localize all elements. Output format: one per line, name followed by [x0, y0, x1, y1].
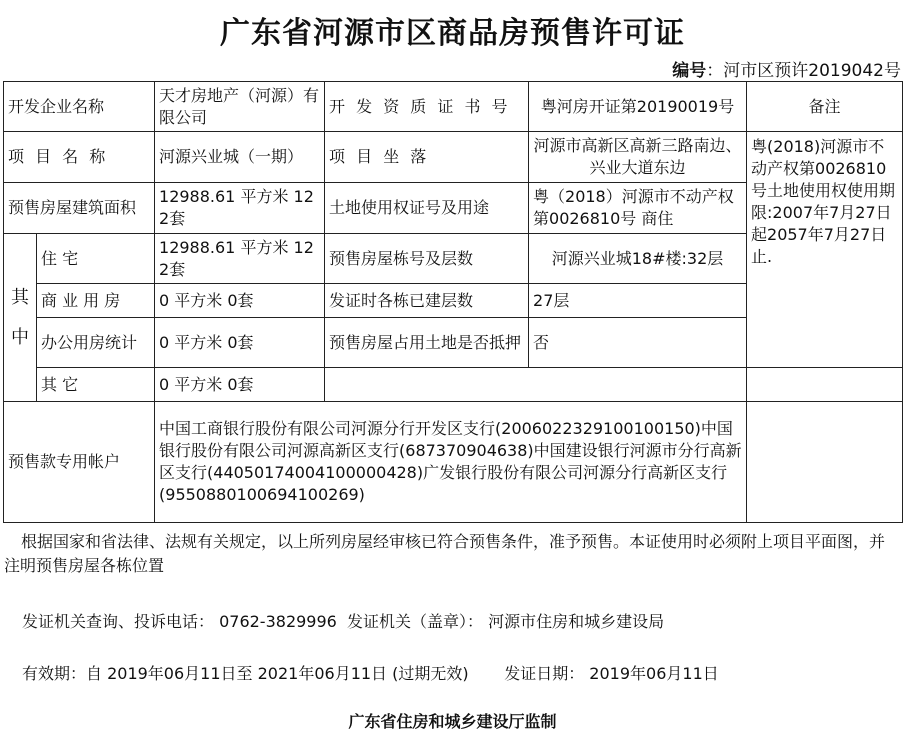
- validity-line: 有效期：自 2019年06月11日至 2021年06月11日 (过期无效) 发证日期： 2019年06月11日: [22, 664, 719, 683]
- location-value: 河源市高新区高新三路南边、兴业大道东边: [529, 132, 747, 183]
- contact-line: 发证机关查询、投诉电话： 0762-3829996 发证机关（盖章）： 河源市住房和城乡建设局: [22, 612, 665, 631]
- permit-number-value: ：河市区预许2019042号: [706, 61, 901, 81]
- mortgage-label: 预售房屋占用土地是否抵押: [325, 318, 529, 368]
- residential-label: 住 宅: [37, 234, 155, 284]
- table-row: [4, 402, 903, 523]
- building-label: 预售房屋栋号及层数: [325, 234, 529, 284]
- building-value: 河源兴业城18#楼:32层: [529, 234, 747, 284]
- account-remark-cell: [747, 402, 903, 523]
- commercial-value: 0 平方米 0套: [155, 284, 325, 318]
- floors-label: 发证时各栋已建层数: [325, 284, 529, 318]
- footer-supervisor: 广东省住房和城乡建设厅监制: [348, 712, 557, 731]
- remark-value: 粤(2018)河源市不动产权第0026810号土地使用权使用期限:2007年7月27日起2057年7月27日止.: [747, 132, 903, 368]
- floors-value: 27层: [529, 284, 747, 318]
- remark-label: 备注: [747, 82, 903, 132]
- commercial-label: 商 业 用 房: [37, 284, 155, 318]
- mortgage-value: 否: [529, 318, 747, 368]
- table-row: [4, 368, 903, 402]
- location-label: 项 目 坐 落: [325, 132, 529, 183]
- office-value: 0 平方米 0套: [155, 318, 325, 368]
- office-label: 办公用房统计: [37, 318, 155, 368]
- permit-number: [672, 56, 901, 81]
- land-value: 粤（2018）河源市不动产权第0026810号 商住: [529, 183, 747, 234]
- developer-label: 开发企业名称: [4, 82, 155, 132]
- account-value: 中国工商银行股份有限公司河源分行开发区支行(2006022329100100150)中国银行股份有限公司河源高新区支行(687370904638)中国建设银行河源市分行高新区支行(44050174004100000428)广发银行股份有限公司河源分行高新区支行(9550880100694100269): [155, 402, 747, 523]
- project-label: 项 目 名 称: [4, 132, 155, 183]
- permit-table: [3, 81, 903, 523]
- account-label: 预售款专用帐户: [4, 402, 155, 523]
- cert-value: 粤河房开证第20190019号: [529, 82, 747, 132]
- document-title: 广东省河源市区商品房预售许可证: [220, 16, 685, 51]
- land-label: 土地使用权证号及用途: [325, 183, 529, 234]
- cert-label: 开 发 资 质 证 书 号: [325, 82, 529, 132]
- project-value: 河源兴业城（一期）: [155, 132, 325, 183]
- among-label: 其中: [4, 234, 37, 402]
- other-value: 0 平方米 0套: [155, 368, 325, 402]
- permit-number-label: 编号: [672, 61, 707, 81]
- area-label: 预售房屋建筑面积: [4, 183, 155, 234]
- table-row: [4, 82, 903, 132]
- table-row: [4, 132, 903, 183]
- empty-cell: [325, 368, 747, 402]
- residential-value: 12988.61 平方米 122套: [155, 234, 325, 284]
- area-value: 12988.61 平方米 122套: [155, 183, 325, 234]
- statement-text: 根据国家和省法律、法规有关规定，以上所列房屋经审核已符合预售条件，准予预售。本证使用时必须附上项目平面图，并注明预售房屋各栋位置: [4, 532, 886, 575]
- developer-value: 天才房地产（河源）有限公司: [155, 82, 325, 132]
- other-label: 其 它: [37, 368, 155, 402]
